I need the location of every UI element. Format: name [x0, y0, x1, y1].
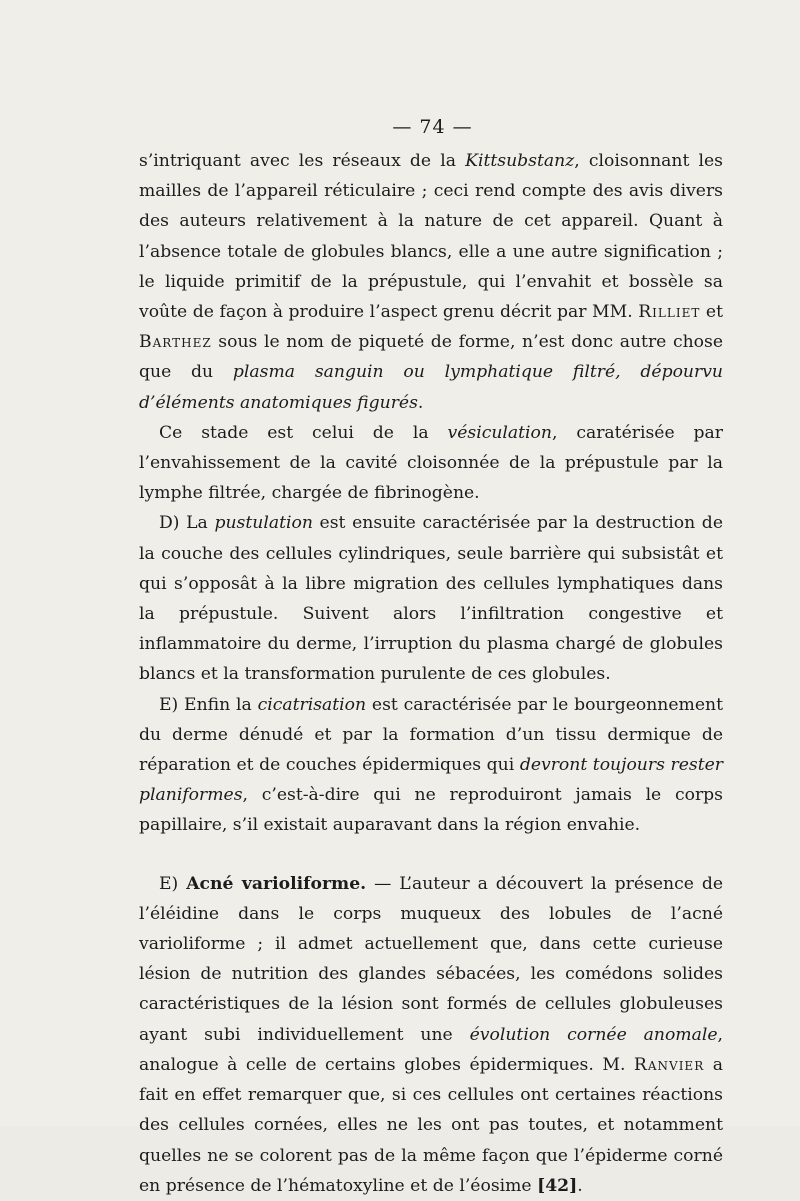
- author-name: Barthez: [139, 332, 212, 353]
- text-run: .: [417, 392, 424, 413]
- paragraph-1: [139, 146, 723, 418]
- emphasis: plasma sanguin ou lymphatique filtré, dépourvu d’éléments anatomiques figurés: [139, 362, 723, 413]
- paragraph-2: [139, 418, 723, 509]
- text-run: D) La: [159, 513, 215, 534]
- paragraph-5: [139, 869, 723, 1201]
- author-name: Rilliet: [638, 302, 701, 323]
- text-run: s’intriquant avec les réseaux de la: [139, 151, 466, 171]
- section-heading: Acné varioliforme.: [186, 873, 367, 894]
- text-run: est caractérisée par le bourgeonnement du derme dénudé et par la formation d’un tissu dermique de réparation et de couches épidermiques qui: [139, 694, 723, 776]
- text-run: , caratérisée par l’envahissement de la cavité cloisonnée de la prépustule par la lymphe filtrée, chargée de fibrinogène.: [139, 422, 723, 504]
- text-run: a fait en effet remarquer que, si ces cellules ont certaines réactions des cellules cornées, elles ne les ont pas toutes, et notamment quelles ne se colorent pas de la même façon que l’épiderme corné en présence de l’hématoxyline et de l’éosime: [139, 1054, 723, 1196]
- text-run: , analogue à celle de certains globes épidermiques. M.: [139, 1024, 723, 1075]
- text-run: et: [700, 302, 723, 323]
- emphasis: devront toujours rester planiformes: [139, 755, 723, 806]
- text-run: — L’auteur a découvert la présence de l’éléidine dans le corps muqueux des lobules de l’acné varioliforme ; il admet actuellement que, dans cette curieuse lésion de nutrition des glandes sébacées, les comédons solides caractéristiques de la lésion sont formés de cellules globuleuses ayant subi individuellement une: [139, 873, 723, 1045]
- paragraph-4: [139, 690, 723, 841]
- emphasis: Kittsubstanz: [465, 151, 575, 171]
- author-name: Ranvier: [633, 1054, 705, 1075]
- text-run: , c’est-à-dire qui ne reproduiront jamais le corps papillaire, s’il existait auparavant dans la région envahie.: [139, 785, 723, 836]
- text-run: E): [159, 873, 187, 894]
- text-run: .: [577, 1175, 583, 1196]
- body-text: [139, 146, 723, 1201]
- paragraph-3: [139, 508, 723, 689]
- emphasis: vésiculation: [447, 422, 552, 443]
- section-gap: [139, 841, 723, 869]
- text-run: E) Enfin la: [159, 694, 258, 715]
- citation-reference: [42]: [537, 1175, 578, 1196]
- emphasis: pustulation: [214, 513, 313, 534]
- text-run: est ensuite caractérisée par la destruction de la couche des cellules cylindriques, seule barrière qui subsistât et qui s’opposât à la libre migration des cellules lymphatiques dans la prépustule. Suivent alors l’infiltration congestive et inflammatoire du derme, l’irruption du plasma chargé de globules blancs et la transformation purulente de ces globules.: [139, 513, 723, 685]
- page-number: — 74 —: [392, 116, 473, 138]
- emphasis: cicatrisation: [257, 694, 367, 715]
- emphasis: évolution cornée anomale: [469, 1024, 718, 1045]
- text-run: Ce stade est celui de la: [159, 422, 448, 443]
- text-run: , cloisonnant les mailles de l’appareil réticulaire ; ceci rend compte des avis divers des auteurs relativement à la nature de cet appareil. Quant à l’absence totale de globules blancs, elle a une autre signification ; le liquide primitif de la prépustule, qui l’envahit et bossèle sa voûte de façon à produire l’aspect grenu décrit par MM.: [139, 151, 723, 323]
- text-run: sous le nom de piqueté de forme, n’est donc autre chose que du: [139, 332, 723, 383]
